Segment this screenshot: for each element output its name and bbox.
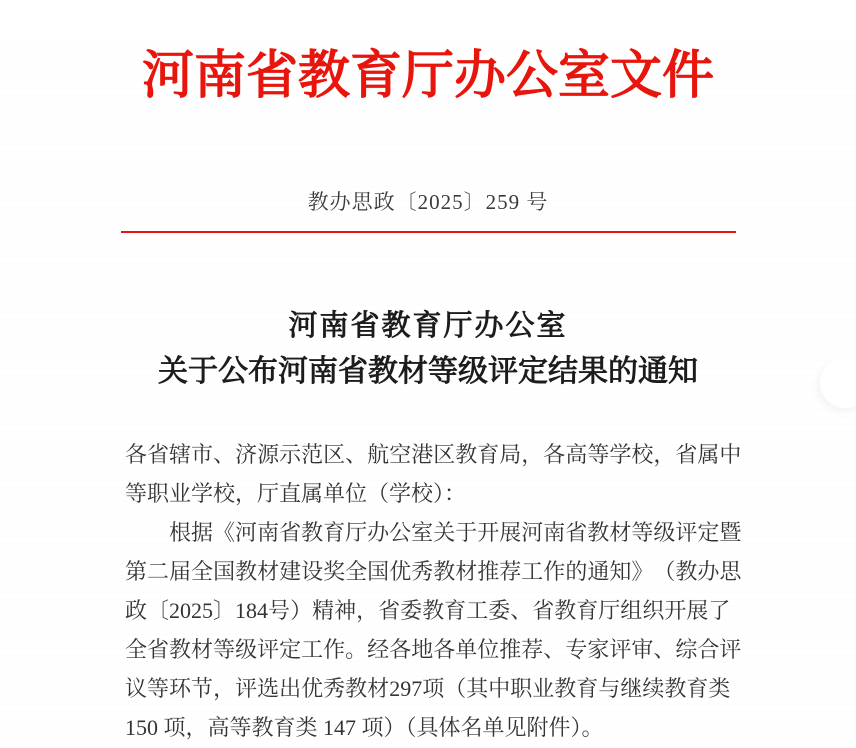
body-line: 150 项，高等教育类 147 项）（具体名单见附件）。 bbox=[125, 715, 604, 740]
body-line: 等职业学校，厅直属单位（学校）： bbox=[125, 481, 467, 506]
body-line: 各 省 辖 市 、 济 源 示 范 区 、 航 空 港 区 教 育 局 ， 各 高 等 学 校 ， 省 属 中 bbox=[125, 442, 742, 467]
notice-title bbox=[0, 304, 856, 395]
body-line: 第 二 届 全 国 教 材 建 设 奖 全 国 优 秀 教 材 推 荐 工 作 的 通 知 》 （ 教 办 思 bbox=[125, 559, 742, 584]
notice-body bbox=[0, 440, 856, 748]
document-number: 教办思政〔2025〕259 号 bbox=[307, 190, 549, 214]
official-document-page bbox=[0, 40, 856, 748]
body-line: 根 据 《 河 南 省 教 育 厅 办 公 室 关 于 开 展 河 南 省 教 材 等 级 评 定 暨 bbox=[169, 520, 742, 545]
body-line: 议 等 环 节 ， 评 选 出 优 秀 教 材 2 9 7 项 （ 其 中 职 业 教 育 与 继 续 教 育 类 bbox=[125, 676, 731, 701]
body-line: 政 〔 2 0 2 5 〕 1 8 4 号 ） 精 神 ， 省 委 教 育 工 委 、 省 教 育 厅 组 织 开 展 了 bbox=[125, 598, 731, 623]
notice-title-line2: 关于公布河南省教材等级评定结果的通知 bbox=[158, 355, 698, 388]
edge-floating-widget[interactable] bbox=[820, 358, 856, 408]
red-divider-rule bbox=[121, 231, 736, 233]
body-line: 全 省 教 材 等 级 评 定 工 作 。 经 各 地 各 单 位 推 荐 、 专 家 评 审 、 综 合 评 bbox=[125, 637, 742, 662]
notice-title-line1: 河南省教育厅办公室 bbox=[288, 310, 568, 342]
letterhead-title: 河南省教育厅办公室文件 bbox=[141, 48, 714, 105]
